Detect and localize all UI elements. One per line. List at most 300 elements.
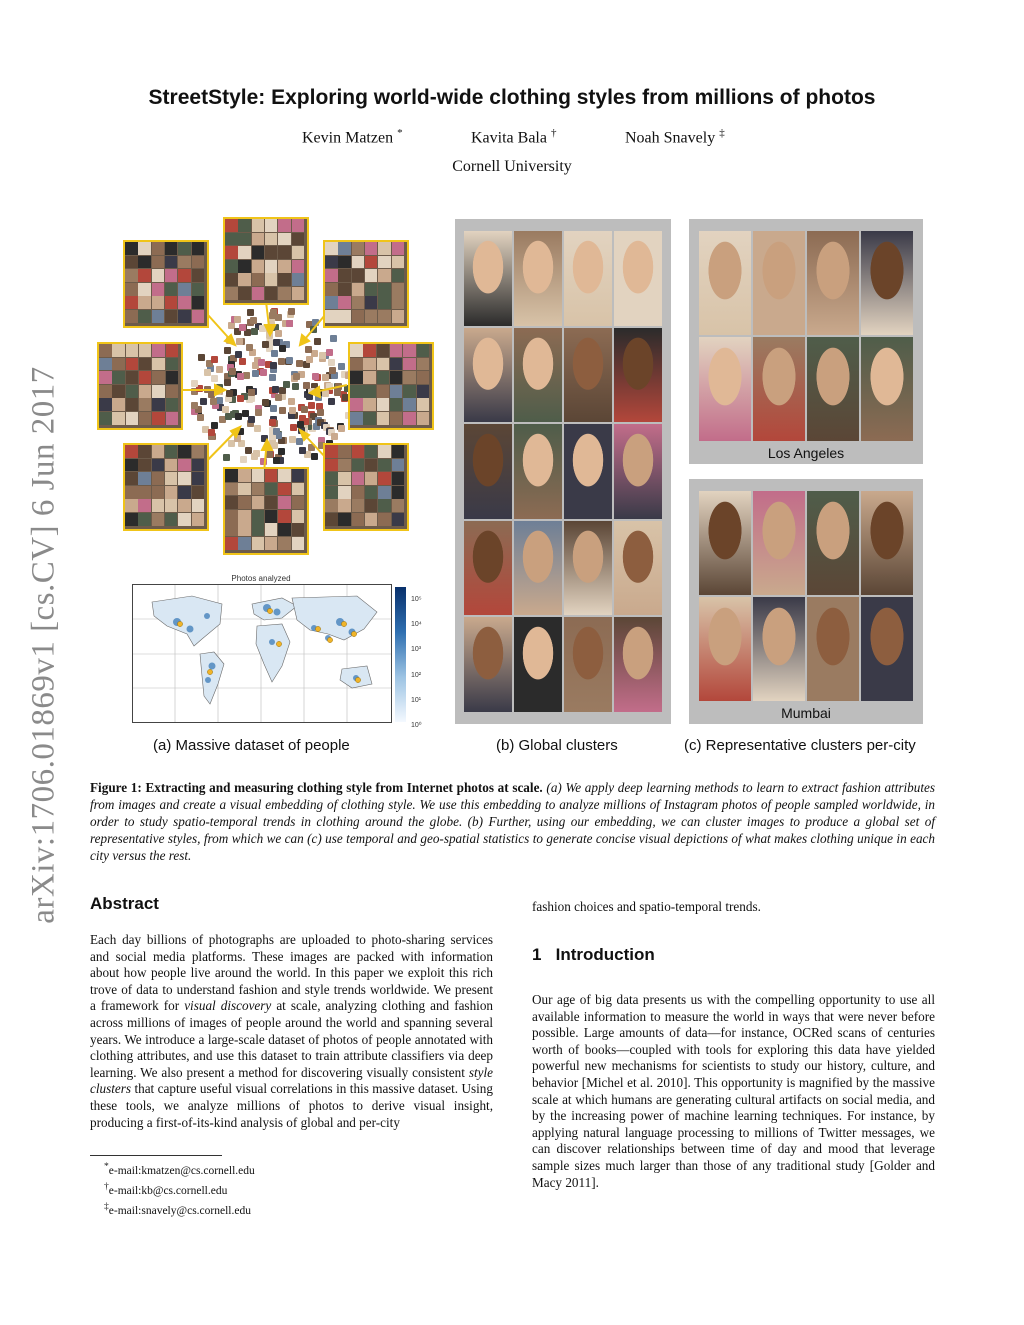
thumbnail-photo bbox=[238, 233, 251, 246]
city-cluster-grid bbox=[699, 491, 913, 701]
footnote-snavely bbox=[104, 1199, 255, 1219]
thumbnail-photo bbox=[192, 513, 205, 526]
thumbnail-photo bbox=[417, 385, 430, 398]
thumbnail-photo bbox=[278, 246, 291, 259]
thumbnail-photo bbox=[252, 219, 265, 232]
thumbnail-photo bbox=[165, 513, 178, 526]
thumbnail-photo bbox=[352, 283, 365, 296]
thumbnail-photo bbox=[152, 445, 165, 458]
intro-text: Our age of big data presents us with the compelling opportunity to use all available information to measure the world in ways that were never before possible. Large amounts of data—for instance, OCRed scans of centuries worth of books—coupled with tools for exploring this data have yielded powerful new mechanisms for scientists to study our history, culture, and behavior [Michel et al. 2010]. This opportunity is magnified by the massive scale at which humans are generating cultural artifacts on social media, and by the increasing power of machine learning techniques. For instance, by applying natural language processing to millions of Twitter messages, we can discover relationships between time of day and mood that leverage sample sizes much larger than those of any traditional study [Golder and Macy 2011]. bbox=[532, 992, 935, 1190]
thumbnail-photo bbox=[99, 358, 112, 371]
thumbnail-photo bbox=[363, 358, 376, 371]
cluster-photo bbox=[564, 231, 612, 326]
thumbnail-photo bbox=[125, 486, 138, 499]
thumbnail-photo bbox=[166, 412, 179, 425]
thumbnail-photo bbox=[112, 385, 125, 398]
thumbnail-photo bbox=[225, 523, 238, 536]
cluster-photo bbox=[614, 328, 662, 423]
thumbnail-photo bbox=[99, 371, 112, 384]
thumbnail-photo bbox=[252, 233, 265, 246]
paper-title: StreetStyle: Exploring world-wide clothing styles from millions of photos bbox=[148, 86, 876, 109]
thumbnail-photo bbox=[352, 242, 365, 255]
footnote-mark: † bbox=[104, 1180, 109, 1192]
thumbnail-photo bbox=[138, 445, 151, 458]
author-mark: † bbox=[550, 127, 557, 139]
thumbnail-photo bbox=[192, 459, 205, 472]
thumbnail-photo bbox=[252, 496, 265, 509]
thumbnail-photo bbox=[352, 445, 365, 458]
thumbnail-photo bbox=[138, 310, 151, 323]
thumbnail-photo bbox=[152, 269, 165, 282]
thumbnail-photo bbox=[265, 510, 278, 523]
cluster-photo bbox=[564, 328, 612, 423]
cluster-photo bbox=[753, 231, 805, 335]
thumbnail-photo bbox=[378, 269, 391, 282]
thumbnail-photo bbox=[225, 246, 238, 259]
footnote-mark: * bbox=[104, 1161, 109, 1172]
thumbnail-photo bbox=[292, 246, 305, 259]
thumbnail-photo bbox=[225, 219, 238, 232]
thumbnail-photo bbox=[338, 283, 351, 296]
thumbnail-photo bbox=[99, 412, 112, 425]
thumbnail-photo bbox=[165, 459, 178, 472]
thumbnail-photo bbox=[125, 445, 138, 458]
thumbnail-photo bbox=[352, 296, 365, 309]
thumbnail-photo bbox=[178, 283, 191, 296]
thumbnail-photo bbox=[363, 385, 376, 398]
thumbnail-photo bbox=[365, 296, 378, 309]
cluster-photo bbox=[807, 597, 859, 701]
thumbnail-photo bbox=[392, 445, 405, 458]
thumbnail-photo bbox=[292, 233, 305, 246]
colorbar-tick: 10¹ bbox=[411, 696, 422, 704]
cluster-photo bbox=[564, 521, 612, 616]
thumbnail-photo bbox=[292, 523, 305, 536]
thumbnail-photo bbox=[192, 242, 205, 255]
thumbnail-photo bbox=[165, 486, 178, 499]
thumbnail-photo bbox=[378, 296, 391, 309]
footnote-kb bbox=[104, 1179, 255, 1199]
footnote-email: e-mail:kb@cs.cornell.edu bbox=[108, 1184, 228, 1197]
thumbnail-photo bbox=[152, 398, 165, 411]
thumbnail-photo bbox=[377, 398, 390, 411]
thumbnail-photo bbox=[165, 242, 178, 255]
thumbnail-photo bbox=[278, 496, 291, 509]
thumbnail-photo bbox=[192, 310, 205, 323]
thumbnail-photo bbox=[152, 344, 165, 357]
city-cluster-grid bbox=[699, 231, 913, 441]
thumbnail-photo bbox=[377, 385, 390, 398]
global-clusters-panel bbox=[455, 219, 671, 724]
city-label: Los Angeles bbox=[767, 445, 845, 461]
thumbnail-photo bbox=[278, 233, 291, 246]
abstract-text bbox=[90, 932, 493, 1131]
abstract-text-part: at scale, analyzing clothing and fashion across millions of images of people around the world and spanning several years. We introduce a large-scale dataset of photos of people annotated with clothing attributes, and use this dataset to train attribute classifiers via deep learning. We also present a method for discovering visually consistent bbox=[90, 998, 494, 1080]
thumbnail-photo bbox=[392, 486, 405, 499]
thumbnail-photo bbox=[238, 537, 251, 550]
thumbnail-photo bbox=[403, 385, 416, 398]
thumbnail-photo bbox=[338, 296, 351, 309]
author-mark: ‡ bbox=[719, 127, 725, 139]
thumbnail-photo bbox=[166, 358, 179, 371]
cluster-photo bbox=[514, 521, 562, 616]
thumbnail-photo bbox=[365, 445, 378, 458]
thumbnail-photo bbox=[352, 310, 365, 323]
thumbnail-photo bbox=[125, 242, 138, 255]
thumbnail-photo bbox=[378, 472, 391, 485]
thumbnail-photo bbox=[165, 472, 178, 485]
thumbnail-photo bbox=[365, 486, 378, 499]
subcaption-b: (b) Global clusters bbox=[496, 737, 618, 754]
thumbnail-photo bbox=[392, 256, 405, 269]
author-mark: * bbox=[397, 127, 403, 139]
thumbnail-photo bbox=[192, 499, 205, 512]
abstract-emphasis: style clusters bbox=[90, 1064, 493, 1097]
thumbnail-photo bbox=[112, 358, 125, 371]
thumbnail-photo bbox=[152, 499, 165, 512]
embedding-mosaic bbox=[95, 215, 435, 555]
thumbnail-photo bbox=[325, 242, 338, 255]
thumbnail-photo bbox=[152, 472, 165, 485]
cluster-photo bbox=[464, 231, 512, 326]
thumbnail-photo bbox=[365, 310, 378, 323]
thumbnail-photo bbox=[238, 219, 251, 232]
cluster-photo bbox=[614, 521, 662, 616]
footnote-email: e-mail:snavely@cs.cornell.edu bbox=[108, 1204, 251, 1217]
thumbnail-photo bbox=[225, 273, 238, 286]
thumbnail-photo bbox=[377, 371, 390, 384]
thumbnail-photo bbox=[152, 242, 165, 255]
thumbnail-photo bbox=[377, 412, 390, 425]
cluster-thumbnail bbox=[223, 217, 309, 305]
thumbnail-photo bbox=[225, 469, 238, 482]
cluster-photo bbox=[464, 328, 512, 423]
thumbnail-photo bbox=[338, 513, 351, 526]
thumbnail-photo bbox=[252, 469, 265, 482]
thumbnail-photo bbox=[352, 486, 365, 499]
thumbnail-photo bbox=[325, 472, 338, 485]
thumbnail-photo bbox=[126, 358, 139, 371]
thumbnail-photo bbox=[265, 537, 278, 550]
thumbnail-photo bbox=[350, 358, 363, 371]
cluster-photo bbox=[699, 597, 751, 701]
thumbnail-photo bbox=[238, 483, 251, 496]
thumbnail-photo bbox=[338, 486, 351, 499]
thumbnail-photo bbox=[178, 459, 191, 472]
cluster-thumbnail bbox=[323, 443, 409, 531]
thumbnail-photo bbox=[139, 371, 152, 384]
thumbnail-photo bbox=[265, 233, 278, 246]
thumbnail-photo bbox=[192, 296, 205, 309]
thumbnail-photo bbox=[365, 513, 378, 526]
thumbnail-photo bbox=[403, 412, 416, 425]
figure-caption bbox=[90, 779, 935, 864]
intro-heading bbox=[532, 945, 655, 965]
thumbnail-photo bbox=[378, 499, 391, 512]
colorbar-tick: 10² bbox=[411, 671, 422, 679]
thumbnail-photo bbox=[125, 256, 138, 269]
author-name: Noah Snavely bbox=[625, 129, 716, 147]
thumbnail-photo bbox=[363, 371, 376, 384]
thumbnail-photo bbox=[417, 371, 430, 384]
thumbnail-photo bbox=[138, 459, 151, 472]
thumbnail-photo bbox=[417, 358, 430, 371]
abstract-text-part: Each day billions of photographs are uploaded to photo-sharing services and social media platforms. These images are packed with information about how people live around the world. In this paper we exploit this rich trove of data to understand fashion and style trends worldwide. We present a framework for bbox=[90, 932, 493, 1014]
thumbnail-photo bbox=[265, 496, 278, 509]
thumbnail-photo bbox=[125, 310, 138, 323]
thumbnail-photo bbox=[238, 510, 251, 523]
thumbnail-photo bbox=[378, 513, 391, 526]
thumbnail-photo bbox=[139, 398, 152, 411]
footnotes bbox=[104, 1159, 255, 1218]
thumbnail-photo bbox=[178, 486, 191, 499]
thumbnail-photo bbox=[152, 371, 165, 384]
caption-body: (a) We apply deep learning methods to learn to extract fashion attributes from images and create a visual embedding of clothing style. We use this embedding to analyze millions of Instagram photos of people sampled worldwide, in order to study spatio-temporal trends in clothing around the globe. (b) Further, using our embedding, we can cluster images to produce a global set of representative styles, from which we can (c) use temporal and geo-spatial statistics to generate concise visual depictions of what makes clothing unique in each city versus the rest. bbox=[90, 780, 936, 863]
cluster-photo bbox=[514, 617, 562, 712]
abstract-text-part: that capture useful visual correlations in this massive dataset. Using these tools, we analyze millions of photos to derive visual insight, producing a first-of-its-kind analysis of global and per-city bbox=[90, 1081, 493, 1130]
thumbnail-photo bbox=[252, 287, 265, 300]
world-map bbox=[132, 584, 394, 724]
colorbar-tick: 10⁵ bbox=[411, 596, 422, 603]
thumbnail-photo bbox=[403, 371, 416, 384]
thumbnail-photo bbox=[278, 287, 291, 300]
thumbnail-photo bbox=[126, 344, 139, 357]
thumbnail-photo bbox=[238, 469, 251, 482]
thumbnail-photo bbox=[192, 445, 205, 458]
thumbnail-photo bbox=[99, 385, 112, 398]
thumbnail-photo bbox=[99, 398, 112, 411]
thumbnail-photo bbox=[350, 398, 363, 411]
thumbnail-photo bbox=[165, 256, 178, 269]
thumbnail-photo bbox=[390, 412, 403, 425]
cluster-thumbnail bbox=[97, 342, 183, 430]
thumbnail-photo bbox=[338, 269, 351, 282]
thumbnail-photo bbox=[152, 385, 165, 398]
affiliation: Cornell University bbox=[452, 158, 572, 175]
thumbnail-photo bbox=[252, 483, 265, 496]
thumbnail-photo bbox=[112, 371, 125, 384]
thumbnail-photo bbox=[252, 510, 265, 523]
cluster-photo bbox=[861, 597, 913, 701]
cluster-photo bbox=[699, 491, 751, 595]
thumbnail-photo bbox=[390, 398, 403, 411]
cluster-photo bbox=[464, 424, 512, 519]
thumbnail-photo bbox=[325, 256, 338, 269]
thumbnail-photo bbox=[392, 472, 405, 485]
thumbnail-photo bbox=[138, 486, 151, 499]
thumbnail-photo bbox=[112, 398, 125, 411]
thumbnail-photo bbox=[352, 499, 365, 512]
thumbnail-photo bbox=[403, 344, 416, 357]
subcaption-c: (c) Representative clusters per-city bbox=[684, 737, 916, 754]
city-label: Mumbai bbox=[781, 705, 831, 721]
thumbnail-photo bbox=[390, 358, 403, 371]
thumbnail-photo bbox=[350, 344, 363, 357]
thumbnail-photo bbox=[350, 371, 363, 384]
abstract-emphasis: visual discovery bbox=[184, 998, 272, 1014]
cluster-photo bbox=[614, 231, 662, 326]
thumbnail-photo bbox=[225, 537, 238, 550]
thumbnail-photo bbox=[238, 260, 251, 273]
thumbnail-photo bbox=[265, 246, 278, 259]
thumbnail-photo bbox=[278, 510, 291, 523]
thumbnail-photo bbox=[338, 242, 351, 255]
thumbnail-photo bbox=[392, 513, 405, 526]
thumbnail-photo bbox=[178, 242, 191, 255]
thumbnail-photo bbox=[338, 256, 351, 269]
cluster-photo bbox=[753, 491, 805, 595]
thumbnail-photo bbox=[378, 256, 391, 269]
thumbnail-photo bbox=[278, 219, 291, 232]
thumbnail-photo bbox=[138, 269, 151, 282]
thumbnail-photo bbox=[238, 287, 251, 300]
subcaption-a: (a) Massive dataset of people bbox=[153, 737, 350, 754]
thumbnail-photo bbox=[225, 510, 238, 523]
cluster-photo bbox=[753, 597, 805, 701]
thumbnail-photo bbox=[363, 344, 376, 357]
abstract-continuation: fashion choices and spatio-temporal trends. bbox=[532, 899, 761, 914]
thumbnail-photo bbox=[138, 499, 151, 512]
cluster-photo bbox=[564, 424, 612, 519]
thumbnail-photo bbox=[126, 385, 139, 398]
thumbnail-photo bbox=[338, 459, 351, 472]
caption-lead: Figure 1: Extracting and measuring clothing style from Internet photos at scale. bbox=[90, 780, 543, 795]
thumbnail-photo bbox=[152, 459, 165, 472]
thumbnail-photo bbox=[392, 499, 405, 512]
cluster-photo bbox=[614, 617, 662, 712]
thumbnail-photo bbox=[178, 256, 191, 269]
thumbnail-photo bbox=[125, 296, 138, 309]
thumbnail-photo bbox=[352, 513, 365, 526]
cluster-photo bbox=[464, 617, 512, 712]
cluster-thumbnail bbox=[123, 443, 209, 531]
thumbnail-photo bbox=[138, 283, 151, 296]
cluster-photo bbox=[861, 337, 913, 441]
thumbnail-photo bbox=[392, 296, 405, 309]
thumbnail-photo bbox=[417, 398, 430, 411]
thumbnail-photo bbox=[152, 310, 165, 323]
thumbnail-photo bbox=[378, 283, 391, 296]
thumbnail-photo bbox=[378, 310, 391, 323]
thumbnail-photo bbox=[165, 283, 178, 296]
thumbnail-photo bbox=[178, 499, 191, 512]
cluster-photo bbox=[514, 328, 562, 423]
thumbnail-photo bbox=[252, 273, 265, 286]
cluster-thumbnail bbox=[223, 467, 309, 555]
thumbnail-photo bbox=[325, 486, 338, 499]
thumbnail-photo bbox=[363, 398, 376, 411]
thumbnail-photo bbox=[292, 287, 305, 300]
thumbnail-photo bbox=[265, 523, 278, 536]
thumbnail-photo bbox=[265, 260, 278, 273]
thumbnail-photo bbox=[338, 499, 351, 512]
thumbnail-photo bbox=[417, 344, 430, 357]
thumbnail-photo bbox=[178, 296, 191, 309]
thumbnail-photo bbox=[403, 358, 416, 371]
thumbnail-photo bbox=[139, 344, 152, 357]
thumbnail-photo bbox=[365, 242, 378, 255]
thumbnail-photo bbox=[265, 469, 278, 482]
thumbnail-photo bbox=[390, 371, 403, 384]
cluster-photo bbox=[807, 337, 859, 441]
colorbar bbox=[395, 587, 406, 722]
thumbnail-photo bbox=[152, 358, 165, 371]
cluster-photo bbox=[464, 521, 512, 616]
author-matzen bbox=[302, 127, 403, 147]
thumbnail-photo bbox=[350, 412, 363, 425]
thumbnail-photo bbox=[99, 344, 112, 357]
thumbnail-photo bbox=[166, 385, 179, 398]
thumbnail-photo bbox=[178, 310, 191, 323]
thumbnail-photo bbox=[126, 371, 139, 384]
thumbnail-photo bbox=[292, 496, 305, 509]
thumbnail-photo bbox=[125, 472, 138, 485]
city-panel-los-angeles bbox=[689, 219, 923, 464]
thumbnail-photo bbox=[352, 459, 365, 472]
thumbnail-photo bbox=[138, 513, 151, 526]
thumbnail-photo bbox=[365, 256, 378, 269]
thumbnail-photo bbox=[152, 486, 165, 499]
author-snavely bbox=[625, 127, 725, 147]
thumbnail-photo bbox=[192, 283, 205, 296]
thumbnail-photo bbox=[292, 219, 305, 232]
thumbnail-photo bbox=[325, 310, 338, 323]
city-panel-mumbai bbox=[689, 479, 923, 724]
photos-analyzed-map bbox=[130, 573, 430, 728]
thumbnail-photo bbox=[292, 273, 305, 286]
cluster-photo bbox=[807, 491, 859, 595]
thumbnail-photo bbox=[112, 412, 125, 425]
cluster-photo bbox=[699, 337, 751, 441]
cluster-photo bbox=[514, 231, 562, 326]
thumbnail-photo bbox=[238, 523, 251, 536]
thumbnail-photo bbox=[225, 496, 238, 509]
thumbnail-photo bbox=[378, 242, 391, 255]
cluster-photo bbox=[614, 424, 662, 519]
thumbnail-photo bbox=[125, 269, 138, 282]
thumbnail-photo bbox=[278, 483, 291, 496]
thumbnail-photo bbox=[365, 499, 378, 512]
author-name: Kevin Matzen bbox=[302, 129, 394, 147]
cluster-thumbnail bbox=[323, 240, 409, 328]
thumbnail-photo bbox=[265, 483, 278, 496]
thumbnail-photo bbox=[392, 459, 405, 472]
section-number: 1 bbox=[532, 945, 542, 964]
thumbnail-photo bbox=[166, 371, 179, 384]
thumbnail-photo bbox=[125, 283, 138, 296]
author-bala bbox=[471, 127, 556, 147]
thumbnail-photo bbox=[126, 412, 139, 425]
thumbnail-photo bbox=[138, 296, 151, 309]
thumbnail-photo bbox=[278, 523, 291, 536]
thumbnail-photo bbox=[392, 242, 405, 255]
thumbnail-photo bbox=[338, 472, 351, 485]
cluster-thumbnail bbox=[348, 342, 434, 430]
thumbnail-photo bbox=[278, 273, 291, 286]
thumbnail-photo bbox=[292, 510, 305, 523]
thumbnail-photo bbox=[225, 233, 238, 246]
thumbnail-photo bbox=[292, 260, 305, 273]
thumbnail-photo bbox=[278, 537, 291, 550]
cluster-photo bbox=[753, 337, 805, 441]
thumbnail-photo bbox=[165, 296, 178, 309]
thumbnail-photo bbox=[278, 469, 291, 482]
thumbnail-photo bbox=[365, 472, 378, 485]
footnote-rule bbox=[90, 1155, 222, 1156]
thumbnail-photo bbox=[152, 296, 165, 309]
thumbnail-photo bbox=[325, 499, 338, 512]
thumbnail-photo bbox=[392, 269, 405, 282]
